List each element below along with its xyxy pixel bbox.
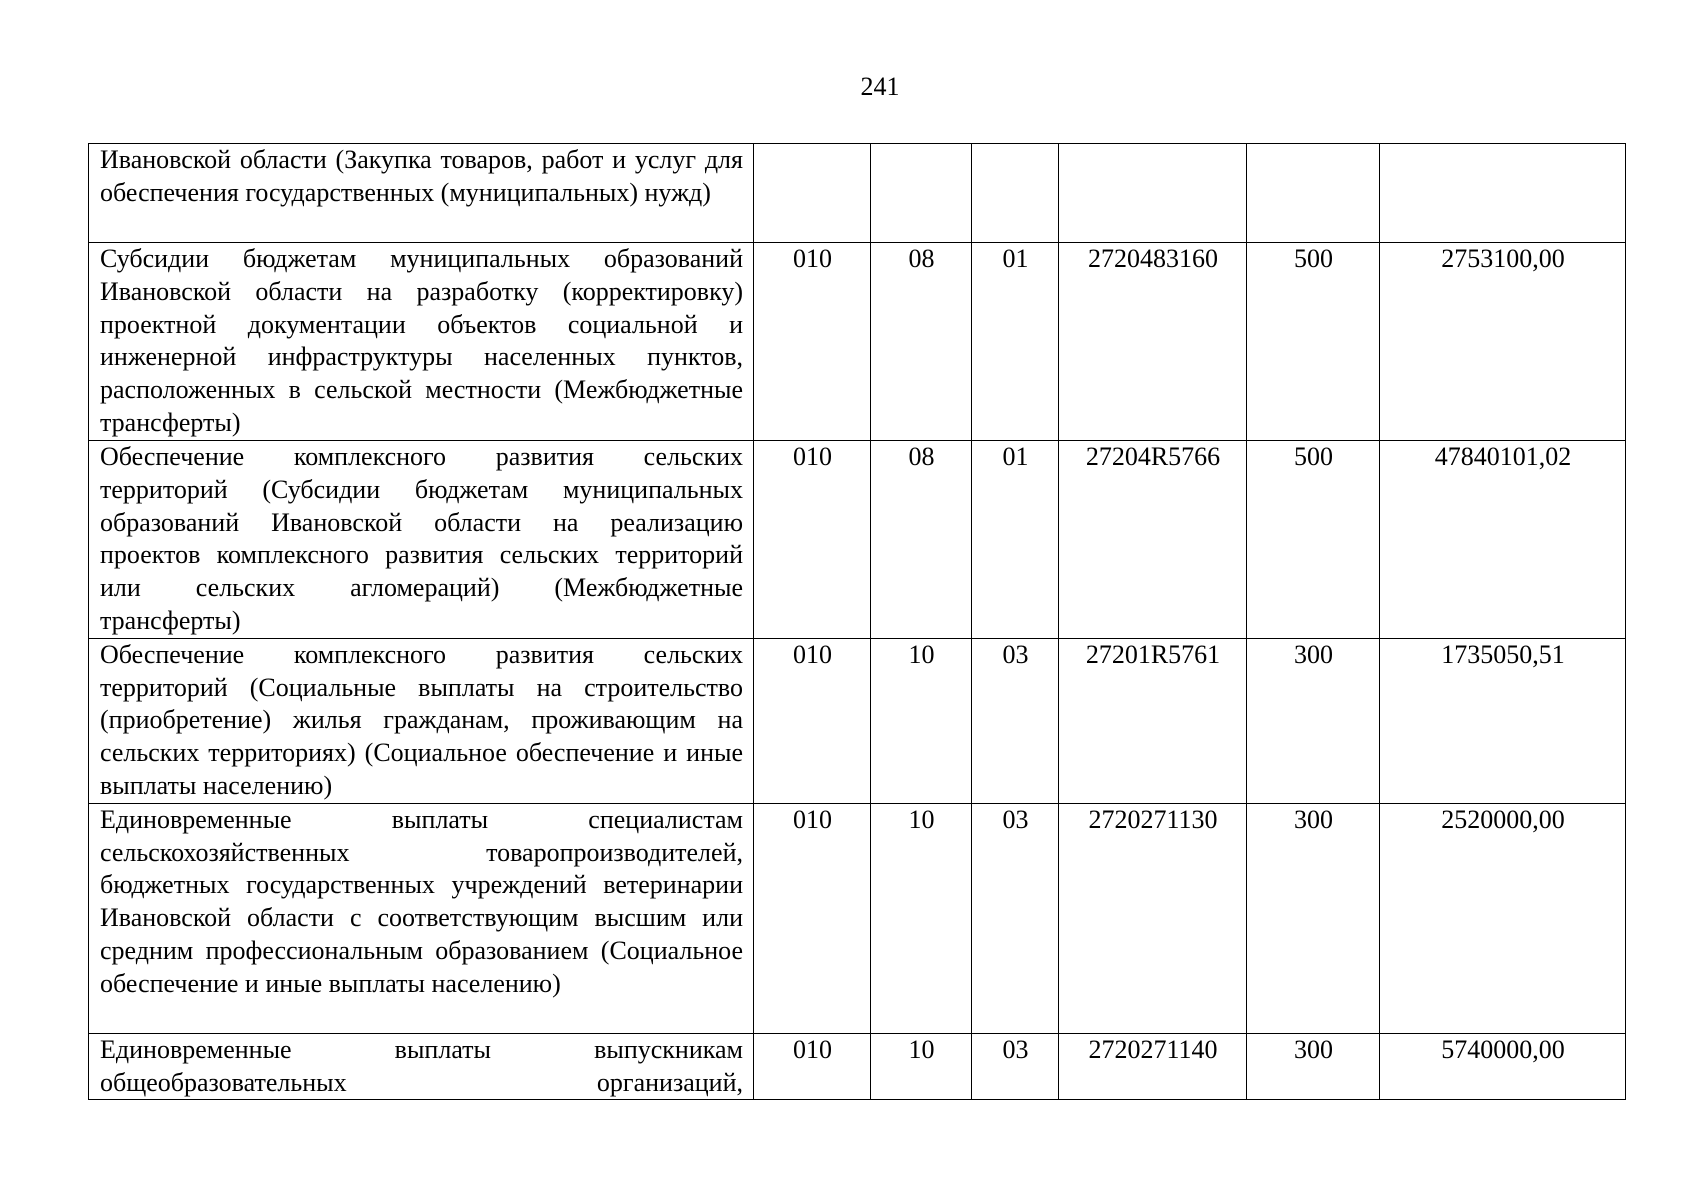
expense-type-cell: 300 <box>1247 1033 1380 1100</box>
expense-type-cell: 300 <box>1247 638 1380 803</box>
ministry-code-cell: 010 <box>754 243 871 441</box>
ministry-code-cell: 010 <box>754 638 871 803</box>
row-description: Субсидии бюджетам муниципальных образований Ивановской области на разработку (корректировку) проектной документации объектов социальной и инженерной инфраструктуры населенных пунктов, расположенных в сельской местности (Межбюджетные трансферты) <box>89 243 754 441</box>
page-number: 241 <box>860 72 900 101</box>
section-code-cell: 08 <box>871 243 972 441</box>
section-code-cell: 10 <box>871 638 972 803</box>
amount-cell <box>1380 144 1626 243</box>
subsection-code-cell: 01 <box>972 243 1059 441</box>
amount-cell: 2520000,00 <box>1380 803 1626 1033</box>
amount-cell: 2753100,00 <box>1380 243 1626 441</box>
expense-type-cell: 500 <box>1247 243 1380 441</box>
ministry-code-cell: 010 <box>754 1033 871 1100</box>
target-article-cell: 2720271130 <box>1059 803 1247 1033</box>
expense-type-cell: 500 <box>1247 441 1380 639</box>
subsection-code-cell: 03 <box>972 803 1059 1033</box>
target-article-cell: 27204R5766 <box>1059 441 1247 639</box>
expense-type-cell <box>1247 144 1380 243</box>
table-row <box>89 638 1626 803</box>
amount-cell: 1735050,51 <box>1380 638 1626 803</box>
budget-table <box>88 143 1626 1100</box>
subsection-code-cell: 01 <box>972 441 1059 639</box>
target-article-cell: 2720483160 <box>1059 243 1247 441</box>
target-article-cell: 2720271140 <box>1059 1033 1247 1100</box>
row-description: Ивановской области (Закупка товаров, работ и услуг для обеспечения государственных (муниципальных) нужд) <box>89 144 754 243</box>
subsection-code-cell <box>972 144 1059 243</box>
expense-type-cell: 300 <box>1247 803 1380 1033</box>
amount-cell: 47840101,02 <box>1380 441 1626 639</box>
row-description: Единовременные выплаты специалистам сельскохозяйственных товаропроизводителей, бюджетных государственных учреждений ветеринарии Ивановской области с соответствующим высшим или средним профессиональным образованием (Социальное обеспечение и иные выплаты населению) <box>89 803 754 1033</box>
section-code-cell: 10 <box>871 1033 972 1100</box>
table-row <box>89 243 1626 441</box>
row-description: Обеспечение комплексного развития сельских территорий (Субсидии бюджетам муниципальных образований Ивановской области на реализацию проектов комплексного развития сельских территорий или сельских агломераций) (Межбюджетные трансферты) <box>89 441 754 639</box>
section-code-cell <box>871 144 972 243</box>
ministry-code-cell: 010 <box>754 803 871 1033</box>
row-description: Обеспечение комплексного развития сельских территорий (Социальные выплаты на строительство (приобретение) жилья гражданам, проживающим на сельских территориях) (Социальное обеспечение и иные выплаты населению) <box>89 638 754 803</box>
table-row <box>89 441 1626 639</box>
subsection-code-cell: 03 <box>972 638 1059 803</box>
amount-cell: 5740000,00 <box>1380 1033 1626 1100</box>
table-row <box>89 1033 1626 1100</box>
table-row <box>89 144 1626 243</box>
ministry-code-cell <box>754 144 871 243</box>
ministry-code-cell: 010 <box>754 441 871 639</box>
row-description: Единовременные выплаты выпускникам общеобразовательных организаций, <box>89 1033 754 1100</box>
target-article-cell: 27201R5761 <box>1059 638 1247 803</box>
subsection-code-cell: 03 <box>972 1033 1059 1100</box>
section-code-cell: 08 <box>871 441 972 639</box>
section-code-cell: 10 <box>871 803 972 1033</box>
target-article-cell <box>1059 144 1247 243</box>
table-row <box>89 803 1626 1033</box>
